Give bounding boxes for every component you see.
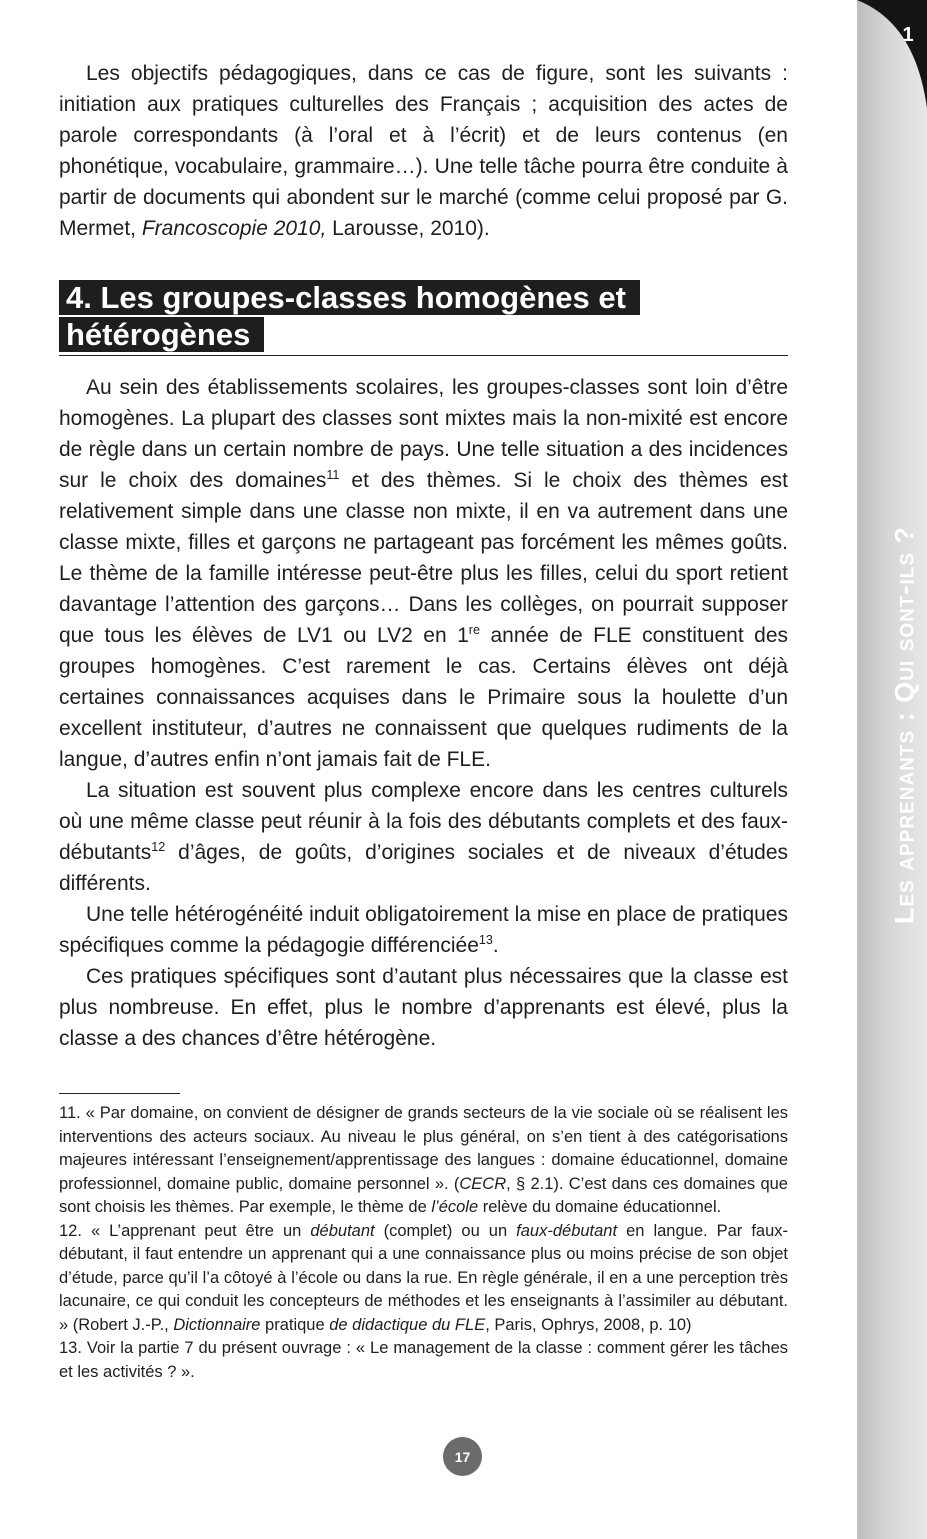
section-paragraph-4: Ces pratiques spécifiques sont d’autant plus nécessaires que la classe est plus nombreuse. En effet, plus le nombre d’apprenants est élevé, plus la classe a des chances d’être hétérogène. (59, 965, 788, 1050)
section-paragraph-3: Une telle hétérogénéité induit obligatoirement la mise en place de pratiques spécifiques comme la pédagogie différenciée$^{13}$. (59, 903, 788, 957)
footnote-12: 12. « L’apprenant peut être un débutant (complet) ou un faux-débutant en langue. Par faux-débutant, il faut entendre un apprenant qui a une connaissance plus ou moins précise de son objet d’étude, parce qu’il l’a côtoyé à l’école ou dans la rue. En règle générale, il en a une perception très lacunaire, ce qui conduit les concepteurs de méthodes et les enseignants à l’assimiler au débutant. » (Robert J.-P., Dictionnaire pratique de didactique du FLE, Paris, Ophrys, 2008, p. 10) (59, 1221, 788, 1334)
footnotes (59, 1102, 788, 1384)
footnote-ref-11: 11 (326, 468, 340, 482)
footnote-ref-13: 13 (478, 933, 493, 947)
section-paragraph-2: La situation est souvent plus complexe encore dans les centres culturels où une même classe peut réunir à la fois des débutants complets et des faux-débutants$^{12}$ d’âges, de goûts, d’origines sociales et de niveaux d’études différents. (59, 779, 788, 895)
intro-paragraph: Les objectifs pédagogiques, dans ce cas de figure, sont les suivants : initiation aux pratiques culturelles des Français ; acquisition des actes de parole correspondants (à l’oral et à l’écrit) et de leurs contenus (en phonétique, vocabulaire, grammaire…). Une telle tâche pourra être conduite à partir de documents qui abondent sur le marché (comme celui proposé par G. Mermet, Francoscopie 2010, Larousse, 2010). (59, 62, 788, 240)
chapter-corner-tab (857, 0, 927, 108)
footnote-ref-12: 12 (151, 840, 166, 854)
page-content (59, 58, 788, 1384)
chapter-number: 1 (902, 24, 914, 46)
footnote-11: 11. « Par domaine, on convient de désigner de grands secteurs de la vie sociale où se réalisent les interventions des acteurs sociaux. Au niveau le plus général, on s’en tient à des catégorisations majeures intéressant l’enseignement/apprentissage des langues : domaine éducationnel, domaine professionnel, domaine public, domaine personnel ». (CECR, § 2.1). C’est dans ces domaines que sont choisis les thèmes. Par exemple, le thème de l’école relève du domaine éducationnel. (59, 1104, 788, 1216)
section-heading: 4. Les groupes-classes homogènes et hétérogènes (59, 279, 788, 353)
section-body (59, 372, 788, 1054)
section-heading-block (59, 279, 788, 356)
footnote-13: 13. Voir la partie 7 du présent ouvrage : « Le management de la classe : comment gérer les tâches et les activités ? ». (59, 1339, 788, 1381)
book-title: Francoscopie 2010, (141, 217, 327, 240)
footnote-divider (59, 1093, 180, 1094)
chapter-title: Les apprenants : Qui sont-ils ? (889, 525, 920, 925)
page-number: 17 (443, 1437, 482, 1476)
section-paragraph-1: Au sein des établissements scolaires, les groupes-classes sont loin d’être homogènes. La plupart des classes sont mixtes mais la non-mixité est encore de règle dans un certain nombre de pays. Une telle situation a des incidences sur le choix des domaines$^{11}$ et des thèmes. Si le choix des thèmes est relativement simple dans une classe non mixte, il en va autrement dans une classe mixte, filles et garçons ne partageant pas forcément les mêmes goûts. Le thème de la famille intéresse peut-être plus les filles, celui du sport retient davantage l’attention des garçons… Dans les collèges, on pourrait supposer que tous les élèves de LV1 ou LV2 en 1re année de FLE constituent des groupes homogènes. C’est rarement le cas. Certains élèves ont déjà certaines connaissances acquises dans le Primaire sous la houlette d’un excellent instituteur, d’autres ne connaissent que quelques rudiments de la langue, d’autres enfin n’ont jamais fait de FLE. (59, 376, 788, 771)
